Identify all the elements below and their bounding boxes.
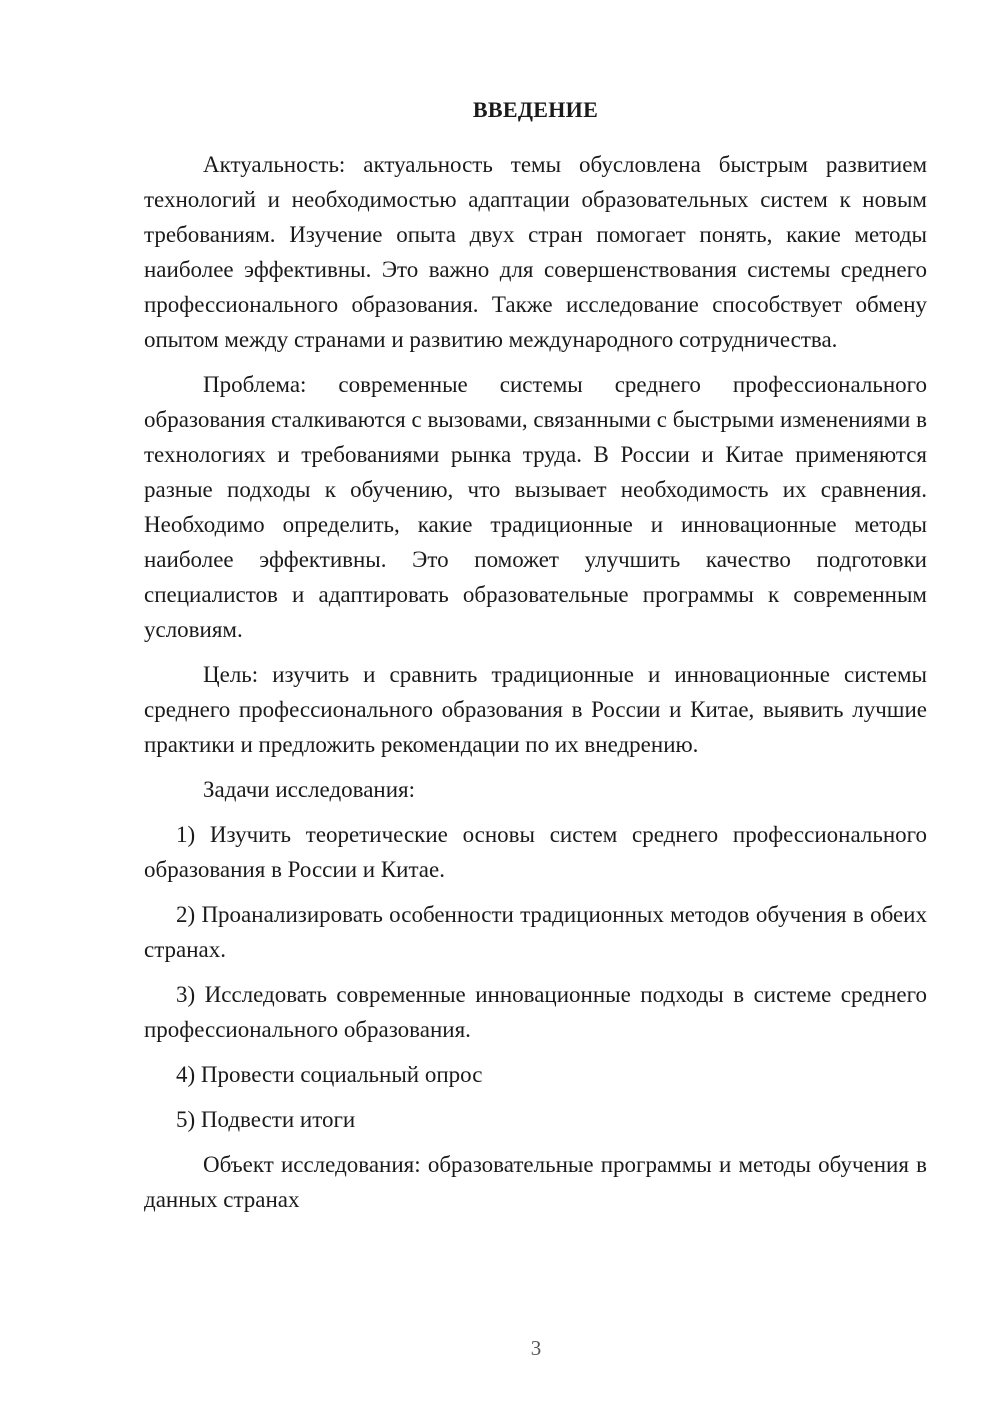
paragraph-goal: Цель: изучить и сравнить традиционные и инновационные системы среднего профессионального образования в России и Китае, выявить лучшие практики и предложить рекомендации по их внедрению. <box>144 662 927 757</box>
page-number: 3 <box>530 1336 542 1360</box>
task-item-5: 5) Подвести итоги <box>176 1107 356 1132</box>
task-item-1: 1) Изучить теоретические основы систем среднего профессионального образования в России и Китае. <box>144 822 927 882</box>
paragraph-object: Объект исследования: образовательные программы и методы обучения в данных странах <box>144 1152 927 1212</box>
task-item-3: 3) Исследовать современные инновационные подходы в системе среднего профессионального образования. <box>144 982 927 1042</box>
paragraph-tasks-heading: Задачи исследования: <box>203 777 416 802</box>
paragraph-problem: Проблема: современные системы среднего профессионального образования сталкиваются с вызовами, связанными с быстрыми изменениями в технологиях и требованиями рынка труда. В России и Китае применяются разные подходы к обучению, что вызывает необходимость их сравнения. Необходимо определить, какие традиционные и инновационные методы наиболее эффективны. Это поможет улучшить качество подготовки специалистов и адаптировать образовательные программы к современным условиям. <box>144 372 927 642</box>
task-item-4: 4) Провести социальный опрос <box>176 1062 483 1087</box>
task-item-2: 2) Проанализировать особенности традиционных методов обучения в обеих странах. <box>144 902 927 962</box>
section-title: ВВЕДЕНИЕ <box>472 97 599 122</box>
paragraph-relevance: Актуальность: актуальность темы обусловлена быстрым развитием технологий и необходимостью адаптации образовательных систем к новым требованиям. Изучение опыта двух стран помогает понять, какие методы наиболее эффективны. Это важно для совершенствования системы среднего профессионального образования. Также исследование способствует обмену опытом между странами и развитию международного сотрудничества. <box>144 152 927 352</box>
page-content <box>144 92 927 1217</box>
